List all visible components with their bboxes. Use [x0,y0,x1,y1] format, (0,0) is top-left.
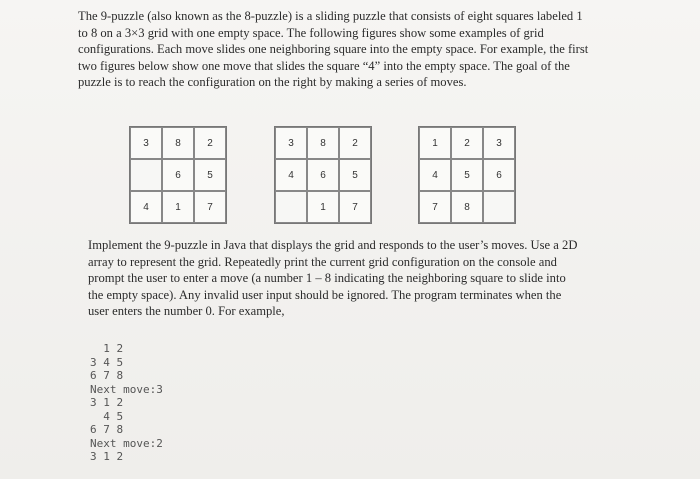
grid-cell: 6 [307,159,339,191]
grid-cell: 7 [339,191,371,223]
grid-cell: 1 [419,127,451,159]
grid-cell: 3 [483,127,515,159]
console-line: 1 2 [90,342,124,355]
intro-paragraph: The 9-puzzle (also known as the 8-puzzle) is a sliding puzzle that consists of eight squares labeled 1 to 8 on a 3×3 grid with one empty space. The following figures show some examples of grid configurations. Each move slides one neighboring square into the empty space. For example, the first two figures below show one move that slides the square “4” into the empty space. The goal of the puzzle is to reach the configuration on the right by making a series of moves. [78,9,589,89]
grid-empty-cell [275,191,307,223]
grid-cell: 8 [451,191,483,223]
grid-empty-cell [483,191,515,223]
console-example [90,342,163,464]
grid-cell: 6 [162,159,194,191]
grid-cell: 5 [339,159,371,191]
console-line: 6 7 8 [90,423,124,436]
grid-cell: 1 [307,191,339,223]
grid-cell: 8 [307,127,339,159]
grid-cell: 4 [130,191,162,223]
console-line: 3 1 2 [90,396,124,409]
console-line: 4 5 [90,409,124,423]
grid-cell: 4 [275,159,307,191]
grid-cell: 1 [162,191,194,223]
console-line: 3 1 2 [90,450,124,463]
grid-cell: 4 [419,159,451,191]
console-line: 3 4 5 [90,355,124,369]
grid-cell: 5 [194,159,226,191]
console-line: Next move:3 [90,382,163,396]
grid-cell: 7 [419,191,451,223]
grid-cell: 5 [451,159,483,191]
puzzle-grid-after-move [274,126,372,224]
task-paragraph: Implement the 9-puzzle in Java that displays the grid and responds to the user’s moves. Use a 2D array to represent the grid. Repeatedly print the current grid configuration on the console and prompt the user to enter a move (a number 1 – 8 indicating the neighboring square to slide into the empty space). Any invalid user input should be ignored. The program terminates when the user enters the number 0. For example, [88,238,578,318]
grid-cell: 3 [275,127,307,159]
console-line: Next move:2 [90,436,163,450]
grid-cell: 2 [194,127,226,159]
grid-cell: 2 [339,127,371,159]
grid-cell: 6 [483,159,515,191]
puzzle-grid-goal [418,126,516,224]
grid-cell: 3 [130,127,162,159]
console-line: 6 7 8 [90,369,124,382]
grid-cell: 8 [162,127,194,159]
grid-cell: 7 [194,191,226,223]
grid-cell: 2 [451,127,483,159]
grid-empty-cell [130,159,162,191]
puzzle-grid-initial [129,126,227,224]
